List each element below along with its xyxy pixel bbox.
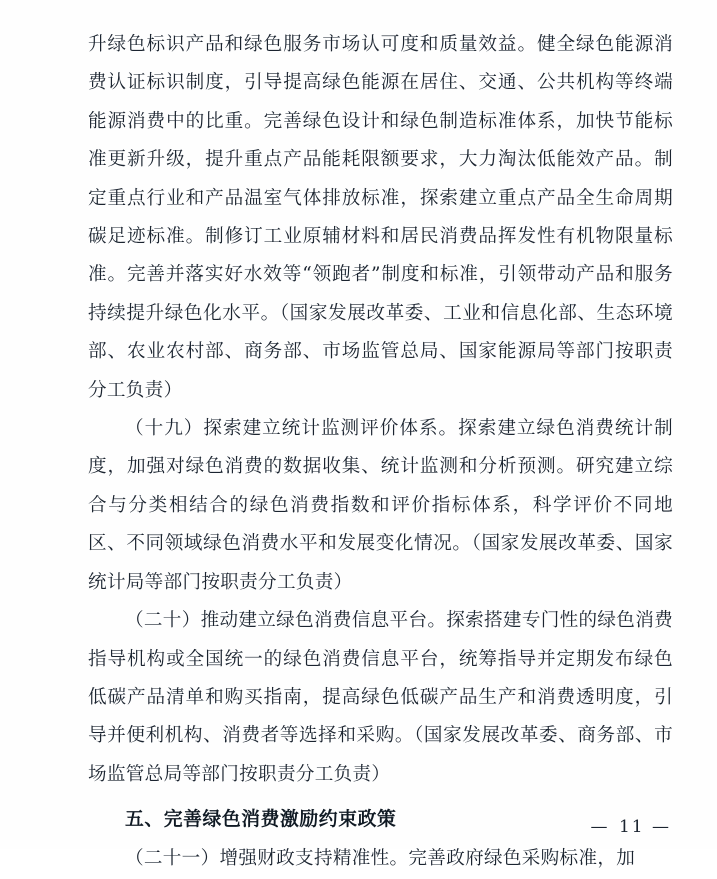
footer-dash-right: — — [652, 817, 673, 837]
paragraph-item-20: （二十）推动建立绿色消费信息平台。探索搭建专门性的绿色消费指导机构或全国统一的绿色消费信息平台，统筹指导并定期发布绿色低碳产品清单和购买指南，提高绿色低碳产品生产和消费透明度，引导并便利机构、消费者等选择和采购。（国家发展改革委、商务部、市场监管总局等部门按职责分工负责） — [88, 610, 673, 785]
footer-dash-left: — — [590, 817, 612, 837]
document-body — [88, 26, 673, 879]
page-footer — [0, 817, 673, 837]
paragraph-continued-18: 升绿色标识产品和绿色服务市场认可度和质量效益。健全绿色能源消费认证标识制度，引导提高绿色能源在居住、交通、公共机构等终端能源消费中的比重。完善绿色设计和绿色制造标准体系，加快节能标准更新升级，提升重点产品能耗限额要求，大力淘汰低能效产品。制定重点行业和产品温室气体排放标准，探索建立重点产品全生命周期碳足迹标准。制修订工业原辅材料和居民消费品挥发性有机物限量标准。完善并落实好水效等“领跑者”制度和标准，引领带动产品和服务持续提升绿色化水平。（国家发展改革委、工业和信息化部、生态环境部、农业农村部、商务部、市场监管总局、国家能源局等部门按职责分工负责） — [88, 34, 673, 401]
page-number: 11 — [618, 817, 645, 837]
paragraph-item-19: （十九）探索建立统计监测评价体系。探索建立绿色消费统计制度，加强对绿色消费的数据收集、统计监测和分析预测。研究建立综合与分类相结合的绿色消费指数和评价指标体系，科学评价不同地区、不同领域绿色消费水平和发展变化情况。（国家发展改革委、国家统计局等部门按职责分工负责） — [88, 418, 673, 593]
section-heading-five: 五、完善绿色消费激励约束政策 — [125, 809, 397, 831]
paragraph-item-21: （二十一）增强财政支持精准性。完善政府绿色采购标准，加 — [125, 848, 636, 870]
